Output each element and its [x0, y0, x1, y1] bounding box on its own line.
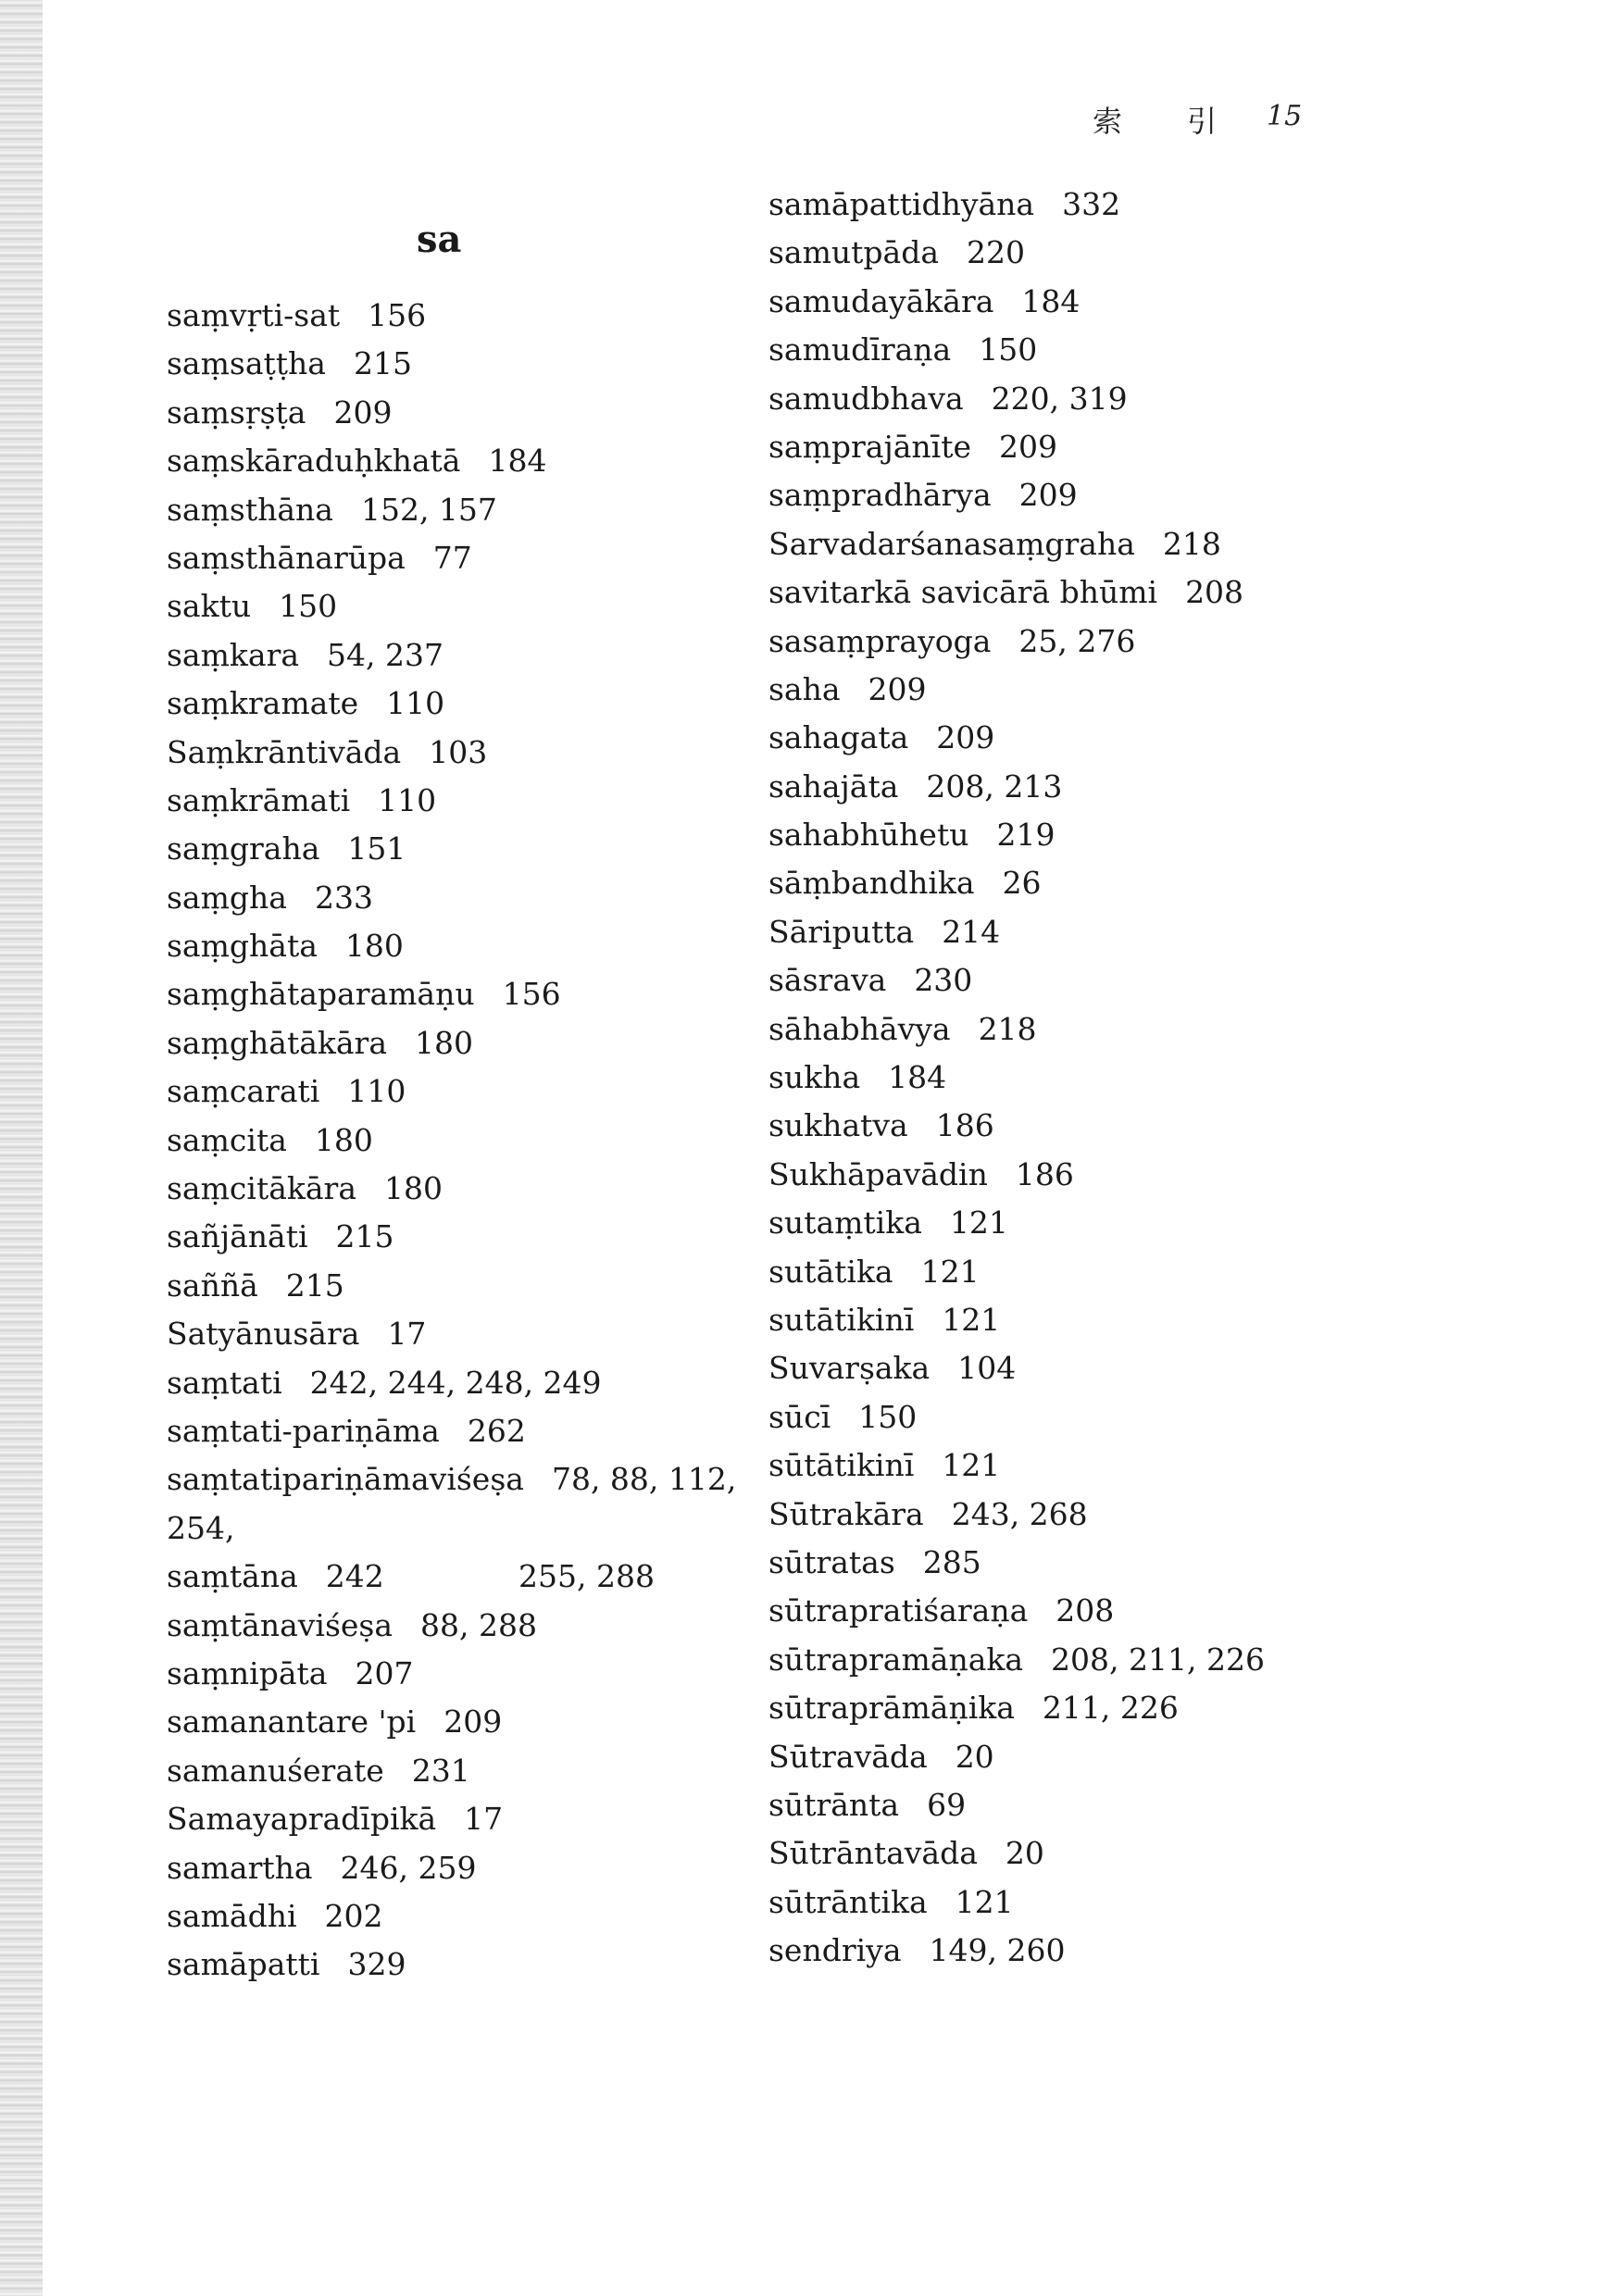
index-term: saṃsaṭṭha: [167, 345, 326, 382]
index-pages: 233: [314, 879, 373, 916]
index-entry: [768, 1491, 1435, 1539]
index-pages: 26: [1002, 865, 1042, 902]
index-term: samāpattidhyāna: [768, 186, 1035, 222]
index-entry: [768, 568, 1435, 617]
index-entry: [167, 729, 759, 777]
index-entry: [167, 437, 759, 485]
index-pages: 110: [347, 1073, 406, 1110]
index-term: sūtraprāmāṇika: [768, 1690, 1015, 1727]
page-header-title: 索 引: [1093, 104, 1245, 139]
index-entry: [768, 1878, 1435, 1927]
index-term: samāpatti: [167, 1946, 320, 1983]
index-pages: 180: [415, 1024, 474, 1061]
index-entry: [167, 631, 759, 680]
index-entry: [768, 1151, 1435, 1199]
index-pages: 215: [285, 1267, 344, 1304]
index-entry: [768, 1927, 1435, 1975]
index-pages: 150: [979, 331, 1038, 368]
index-entry: [768, 1781, 1435, 1829]
index-entry: [167, 1165, 759, 1213]
index-pages: 218: [978, 1010, 1037, 1047]
index-entry: [768, 1539, 1435, 1587]
index-term: sāṃbandhika: [768, 865, 975, 902]
index-term: saṃghātaparamāṇu: [167, 976, 475, 1013]
index-pages: 184: [1021, 282, 1081, 319]
index-term: Sukhāpavādin: [768, 1155, 988, 1192]
index-term: sahajāta: [768, 767, 899, 805]
index-pages: 209: [443, 1703, 503, 1741]
index-entry: [768, 618, 1435, 666]
index-entry: [768, 714, 1435, 762]
index-term: Saṃkrāntivāda: [167, 733, 402, 770]
index-term: saṃtānaviśeṣa: [167, 1606, 394, 1643]
index-pages: 150: [279, 588, 338, 625]
index-entry: [768, 763, 1435, 811]
index-term: Sarvadarśanasaṃgraha: [768, 525, 1135, 562]
index-term: sūtātikinī: [768, 1447, 915, 1484]
index-term: sūcī: [768, 1398, 831, 1435]
index-term: sūtrāntika: [768, 1883, 928, 1920]
index-pages: 243, 268: [951, 1495, 1088, 1532]
index-term: saṃcarati: [167, 1073, 320, 1110]
index-pages: 215: [335, 1218, 394, 1255]
index-entry: [167, 486, 759, 534]
index-term: saṃcita: [167, 1121, 287, 1158]
index-term: saṃkrāmati: [167, 781, 351, 818]
index-entry: [768, 811, 1435, 859]
index-entry: [167, 1795, 759, 1843]
index-term: samudīraṇa: [768, 331, 952, 368]
index-entry: [167, 1117, 759, 1165]
index-pages: 110: [386, 685, 445, 722]
index-pages: 220, 319: [991, 380, 1128, 417]
index-entry: [167, 340, 759, 388]
index-entry: [167, 389, 759, 437]
index-entry: [768, 423, 1435, 471]
index-pages: 285: [922, 1543, 981, 1580]
index-pages: 152, 157: [360, 491, 497, 528]
index-entry: [768, 908, 1435, 956]
index-pages: 104: [957, 1350, 1017, 1387]
index-term: Sūtrakāra: [768, 1495, 924, 1532]
index-pages: 246, 259: [340, 1849, 477, 1886]
index-pages: 208, 213: [926, 767, 1063, 805]
index-pages: 25, 276: [1018, 622, 1136, 659]
index-pages: 218: [1162, 525, 1221, 562]
index-term: saṃcitākāra: [167, 1170, 356, 1207]
index-term: sutātikinī: [768, 1301, 915, 1338]
index-term: sāhabhāvya: [768, 1010, 951, 1047]
index-pages: 121: [942, 1447, 1001, 1484]
index-term: saṃtāna: [167, 1558, 298, 1595]
index-pages: 207: [355, 1654, 414, 1691]
index-entry: [167, 680, 759, 728]
index-term: saṃnipāta: [167, 1654, 328, 1691]
index-entry: [167, 874, 759, 922]
index-pages: 121: [920, 1253, 980, 1290]
index-entry: [768, 1587, 1435, 1635]
index-pages: 230: [914, 962, 973, 999]
index-entry: [768, 859, 1435, 907]
index-pages: 231: [411, 1752, 470, 1789]
index-pages: 20: [1005, 1835, 1044, 1872]
index-term: sūtrapratiśaraṇa: [768, 1592, 1029, 1629]
index-term: Suvarṣaka: [768, 1350, 931, 1387]
index-column-left: [167, 292, 759, 1990]
index-entry: [768, 471, 1435, 519]
index-term: Sūtravāda: [768, 1738, 928, 1775]
index-entry: [167, 970, 759, 1018]
index-entry: [768, 375, 1435, 423]
index-pages: 149, 260: [929, 1932, 1066, 1969]
index-term: saha: [768, 670, 841, 707]
index-entry: [167, 1019, 759, 1067]
index-pages: 242: [325, 1558, 384, 1595]
index-term: samādhi: [167, 1897, 297, 1934]
index-term: saññā: [167, 1267, 258, 1304]
index-entry: [768, 1296, 1435, 1344]
index-entry: [768, 1344, 1435, 1392]
index-term: saṃtati-pariṇāma: [167, 1412, 440, 1449]
index-pages: 150: [858, 1398, 918, 1435]
index-pages-continuation: 255, 288: [518, 1558, 655, 1595]
index-pages: 88, 288: [420, 1606, 538, 1643]
index-pages: 262: [467, 1412, 526, 1449]
index-entry: [167, 1844, 759, 1892]
index-term: sūtrapramāṇaka: [768, 1641, 1024, 1678]
index-pages: 209: [1018, 477, 1078, 514]
index-term: sutātika: [768, 1253, 893, 1290]
index-term: saṃgha: [167, 879, 287, 916]
index-pages: 69: [927, 1786, 967, 1823]
index-term: savitarkā savicārā bhūmi: [768, 574, 1158, 611]
index-pages: 332: [1062, 186, 1121, 222]
index-pages: 209: [936, 719, 995, 756]
index-term: saktu: [167, 588, 252, 625]
index-entry: [167, 534, 759, 582]
index-pages: 186: [1015, 1155, 1074, 1192]
index-term: sahabhūhetu: [768, 817, 969, 854]
index-pages: 211, 226: [1042, 1690, 1179, 1727]
index-term: saṃkara: [167, 636, 300, 673]
index-pages: 184: [488, 443, 547, 480]
index-pages: 242, 244, 248, 249: [309, 1364, 602, 1401]
index-term: sukha: [768, 1059, 861, 1096]
index-entry: [167, 582, 759, 630]
index-term: saṃvṛti-sat: [167, 297, 341, 333]
index-entry: [167, 1892, 759, 1940]
index-entry: [768, 1684, 1435, 1732]
index-pages: 77: [432, 539, 472, 576]
index-term: sasaṃprayoga: [768, 622, 992, 659]
index-pages: 103: [429, 733, 488, 770]
scan-edge-shadow: [0, 0, 43, 2296]
index-entry: [167, 825, 759, 873]
index-entry: [768, 1829, 1435, 1878]
index-term: saṃskāraduḥkhatā: [167, 443, 461, 480]
index-pages: 54, 237: [327, 636, 443, 673]
index-pages: 214: [942, 913, 1001, 950]
index-entry: [768, 1102, 1435, 1150]
index-term: saṃprajānīte: [768, 428, 971, 465]
index-term: saṃsthānarūpa: [167, 539, 406, 576]
index-pages: 220: [967, 234, 1026, 271]
index-term: sukhatva: [768, 1107, 908, 1144]
index-pages: 20: [955, 1738, 994, 1775]
index-entry: [167, 1553, 759, 1601]
index-pages: 17: [387, 1316, 427, 1353]
index-entry: [768, 229, 1435, 277]
index-term: saṃkramate: [167, 685, 359, 722]
index-term: samudayākāra: [768, 282, 994, 319]
index-entry: [768, 1393, 1435, 1441]
index-entry: [167, 1262, 759, 1310]
index-entry: [167, 1650, 759, 1698]
index-term: Sūtrāntavāda: [768, 1835, 978, 1872]
index-pages: 209: [998, 428, 1057, 465]
index-pages: 219: [996, 817, 1056, 854]
index-pages: 121: [942, 1301, 1001, 1338]
index-term: saṃgraha: [167, 830, 320, 867]
index-pages: 121: [955, 1883, 1014, 1920]
index-pages: 209: [868, 670, 927, 707]
index-term: sañjānāti: [167, 1218, 308, 1255]
index-entry: [768, 1054, 1435, 1102]
index-term: Samayapradīpikā: [167, 1801, 437, 1838]
index-entry: [167, 292, 759, 340]
index-pages: 208, 211, 226: [1051, 1641, 1265, 1678]
index-entry: [167, 1067, 759, 1116]
index-pages: 180: [344, 928, 404, 965]
index-pages: 156: [368, 297, 427, 333]
index-term: sūtratas: [768, 1543, 895, 1580]
index-entry: [768, 1248, 1435, 1296]
index-pages: 186: [935, 1107, 994, 1144]
index-entry: [768, 181, 1435, 229]
index-entry: [768, 1199, 1435, 1247]
index-term: Satyānusāra: [167, 1316, 360, 1353]
index-term: sahagata: [768, 719, 909, 756]
index-entry: [768, 1005, 1435, 1054]
index-term: saṃghātākāra: [167, 1024, 388, 1061]
index-pages: 121: [949, 1204, 1008, 1242]
index-entry: [167, 1602, 759, 1650]
index-term: saṃtatipariṇāmaviśeṣa: [167, 1461, 524, 1498]
index-pages: 329: [347, 1946, 406, 1983]
index-pages: 151: [347, 830, 406, 867]
index-pages: 202: [324, 1897, 383, 1934]
index-pages: 209: [333, 393, 393, 430]
index-term: saṃghāta: [167, 928, 318, 965]
index-term: saṃsṛṣṭa: [167, 393, 306, 430]
index-term: samudbhava: [768, 380, 964, 417]
index-term: sūtrānta: [768, 1786, 900, 1823]
index-entry: [768, 326, 1435, 374]
section-heading: sa: [417, 218, 462, 261]
index-entry: [167, 1698, 759, 1746]
index-term: saṃpradhārya: [768, 477, 992, 514]
index-term: sendriya: [768, 1932, 902, 1969]
index-entry: [167, 1359, 759, 1407]
index-entry: [768, 278, 1435, 326]
index-entry: [167, 922, 759, 970]
index-entry: [167, 1213, 759, 1261]
index-pages: 17: [464, 1801, 504, 1838]
index-term: samutpāda: [768, 234, 940, 271]
index-pages: 78, 88, 112, 254,: [167, 1461, 737, 1546]
index-entry: [167, 1747, 759, 1795]
index-entry: [167, 1310, 759, 1358]
index-entry: [167, 1407, 759, 1455]
page-number: 15: [1267, 100, 1303, 132]
index-term: sāsrava: [768, 962, 887, 999]
index-pages: 180: [384, 1170, 443, 1207]
index-term: samanantare 'pi: [167, 1703, 417, 1741]
index-term: Sāriputta: [768, 913, 915, 950]
index-column-right: [768, 181, 1435, 1975]
index-entry: [167, 1940, 759, 1989]
index-entry: [768, 666, 1435, 714]
index-term: sutaṃtika: [768, 1204, 922, 1242]
index-pages: 215: [353, 345, 412, 382]
index-pages: 180: [314, 1121, 373, 1158]
index-entry: [768, 1636, 1435, 1684]
index-entry: [768, 520, 1435, 568]
index-entry: [768, 956, 1435, 1004]
index-pages: 184: [888, 1059, 947, 1096]
index-term: samanuśerate: [167, 1752, 384, 1789]
index-pages: 110: [378, 781, 437, 818]
index-entry: [768, 1441, 1435, 1490]
index-entry: [167, 777, 759, 825]
index-entry: [768, 1733, 1435, 1781]
index-pages: 208: [1185, 574, 1244, 611]
index-term: saṃtati: [167, 1364, 282, 1401]
index-term: samartha: [167, 1849, 313, 1886]
index-pages: 208: [1056, 1592, 1115, 1629]
index-term: saṃsthāna: [167, 491, 333, 528]
index-pages: 156: [502, 976, 561, 1013]
